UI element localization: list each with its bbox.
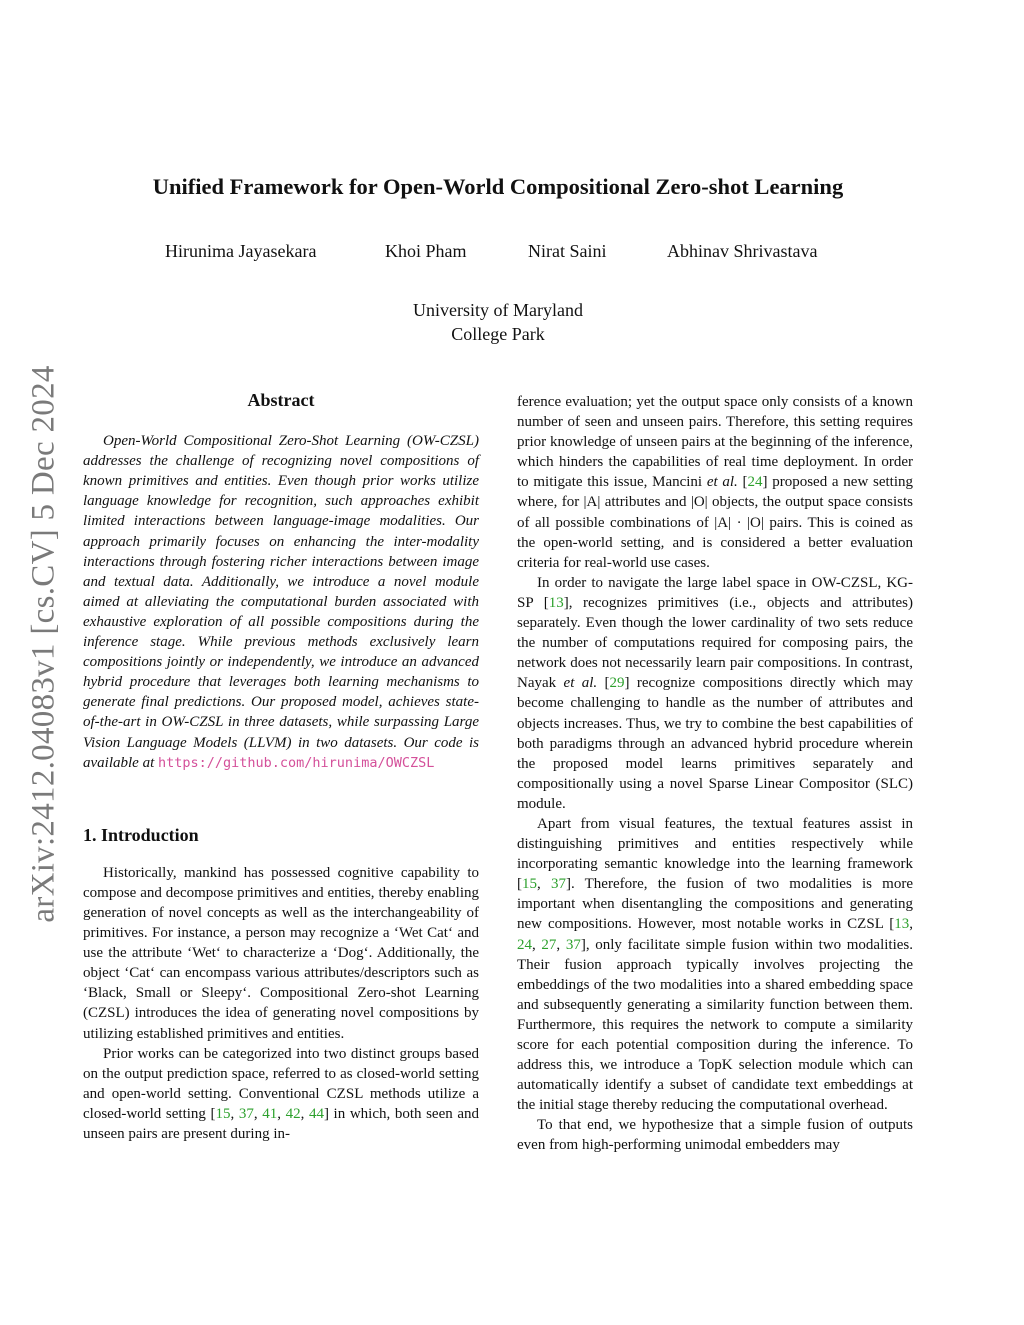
abstract-text [83, 431, 479, 773]
arxiv-sidebar [24, 360, 64, 928]
code-link[interactable]: https://github.com/hirunima/OWCZSL [158, 754, 435, 771]
paragraph-text: [ [597, 675, 610, 692]
abstract-body: Open-World Compositional Zero-Shot Learning (OW-CZSL) addresses the challenge of recognizing novel compositions of known primitives and entities. Even though prior works utilize language knowledge for recognition, such approaches exhibit limited interactions between language-image modalities. Our approach primarily focuses on enhancing the inter-modality interactions through fostering richer interactions between image and textual data. Additionally, we introduce a novel module aimed at alleviating the computational burden associated with exhaustive exploration of all possible compositions during the inference stage. While previous methods exclusively learn compositions jointly or independently, we introduce an advanced hybrid procedure that leverages both learning mechanisms to generate final predictions. Our proposed model, achieves state-of-the-art in OW-CZSL in three datasets, while surpassing Large Vision Language Models (LLVM) in two datasets. Our code is available at [83, 433, 479, 771]
abstract-heading: Abstract [247, 390, 315, 410]
et-al: et al. [563, 675, 598, 692]
paragraph: Apart from visual features, the textual features assist in distinguishing primitives and entities respectively while incorporating semantic knowledge into the learning framework [15, 37]. Therefore, the fusion of two modalities is more important when disentangling the compositions and generating new compositions. However, most notable works in CZSL [13, 24, 27, 37], only facilitate simple fusion within two modalities. Their fusion approach typically involves projecting the embeddings of the two modalities into a shared embedding space and subsequently generating a similarity function between them. Furthermore, this requires the network to compute a similarity score for each potential composition during the inference. To address this, we introduce a TopK selection module which can automatically identify a subset of candidate text embeddings at the initial stage thereby reducing the computational overhead. [517, 815, 914, 1114]
paragraph-text: ], only facilitate simple fusion within two modalities. Their fusion approach typically involves projecting the embeddings of the two modalities into a shared embedding space and subsequently generating a similarity function between them. Furthermore, this requires the network to compute a similarity score for each potential composition during the inference. To address this, we introduce a TopK selection module which can automatically identify a subset of candidate text embeddings at the initial stage thereby reducing the computational overhead. [517, 936, 913, 1114]
paragraph-text: Prior works can be categorized into two distinct groups based on the output prediction space, referred to as closed-world setting and open-world setting. Conventional CZSL methods utilize a closed-world setting [ [83, 1045, 479, 1122]
citation-link[interactable]: 24 [517, 936, 532, 953]
paragraph-text: [ [737, 474, 748, 491]
paragraph [517, 392, 913, 573]
right-column [517, 392, 913, 1156]
paper-title: Unified Framework for Open-World Compositional Zero-shot Learning [152, 174, 844, 199]
citation-link[interactable]: 37 [238, 1105, 254, 1122]
paragraph-text: ] in which, both seen and unseen pairs are present during in- [83, 1105, 480, 1142]
author-name: Abhinav Shrivastava [667, 241, 818, 261]
paragraph-text: ], recognizes primitives (i.e., objects and attributes) separately. Even though the lower cardinality of two sets reduce the number of computations required for composing pairs, the network does not necessarily learn pair compositions. In contrast, Nayak [517, 594, 914, 692]
paragraph-text: In order to navigate the large label space in OW-CZSL, KG-SP [ [517, 574, 913, 611]
paragraph [517, 573, 913, 814]
paragraph: Historically, mankind has possessed cognitive capability to compose and decompose primitives and entities, thereby enabling generation of novel concepts as well as the interchangeability of primitives. For instance, a person may recognize a ‘Wet Cat‘ and use the attribute ‘Wet‘ to characterize a ‘Dog‘. Additionally, the object ‘Cat‘ can encompass various attributes/descriptors such as ‘Black, Small or Sleepy‘. Compositional Zero-shot Learning (CZSL) introduces the idea of generating novel compositions by utilizing established primitives and entities. [83, 864, 479, 1042]
citation-link[interactable]: 37 [565, 936, 581, 953]
paragraph: Prior works can be categorized into two distinct groups based on the output prediction space, referred to as closed-world setting and open-world setting. Conventional CZSL methods utilize a closed-world setting [15, 37, 41, 42, 44] in which, both seen and unseen pairs are present during in- [83, 1045, 480, 1142]
affiliation [0, 298, 996, 346]
citation-link[interactable]: 29 [609, 675, 625, 692]
citation-link[interactable]: 27 [541, 936, 557, 953]
citation-link[interactable]: 44 [308, 1105, 324, 1122]
paragraph-text: ference evaluation; yet the output space only consists of a known number of seen and unseen pairs. Therefore, this setting requires prior knowledge of unseen pairs at the beginning of the inference, which hinders the capabilities of real time deployment. In order to mitigate this issue, Mancini [517, 394, 913, 491]
author-name: Khoi Pham [385, 241, 467, 261]
section-heading: 1. Introduction [83, 824, 199, 845]
citation-link[interactable]: 15 [215, 1105, 231, 1122]
affiliation-line: University of Maryland [413, 300, 583, 320]
paragraph-text: ]. Therefore, the fusion of two modalities is more important when disentangling the compositions and generating new compositions. However, most notable works in CZSL [ [517, 876, 914, 933]
arxiv-identifier: arXiv:2412.04083v1 [cs.CV] 5 Dec 2024 [25, 365, 62, 923]
author-name: Hirunima Jayasekara [165, 241, 317, 261]
author-name: Nirat Saini [528, 241, 607, 261]
affiliation-line: College Park [451, 324, 545, 344]
paragraph-text: Apart from visual features, the textual features assist in distinguishing primitives and entities respectively while incorporating semantic knowledge into the learning framework [ [517, 815, 913, 893]
paragraph-text: ] proposed a new setting where, for |A| attributes and |O| objects, the output space consists of all possible combinations of |A| · |O| pairs. This is coined as the open-world setting, and is considered a better evaluation criteria for real-world use cases. [517, 474, 913, 571]
citation-link[interactable]: 15 [522, 876, 537, 893]
paragraph-text: ] recognize compositions directly which may become challenging to handle as the number of attributes and objects increases. Thus, we try to combine the best capabilities of both paradigms through an advanced hybrid procedure wherein the proposed model learns primitives separately and compositionally using a novel Sparse Linear Compositor (SLC) module. [517, 675, 913, 812]
author-list [0, 241, 996, 265]
citation-link[interactable]: 24 [747, 474, 763, 491]
citation-link[interactable]: 42 [285, 1105, 301, 1122]
citation-link[interactable]: 13 [548, 594, 564, 611]
left-column [83, 390, 479, 1144]
citation-link[interactable]: 13 [894, 916, 910, 933]
et-al: et al. [706, 474, 738, 491]
citation-link[interactable]: 37 [550, 876, 566, 893]
citation-link[interactable]: 41 [262, 1105, 278, 1122]
paragraph: To that end, we hypothesize that a simple fusion of outputs even from high-performing unimodal embedders may [517, 1117, 913, 1154]
